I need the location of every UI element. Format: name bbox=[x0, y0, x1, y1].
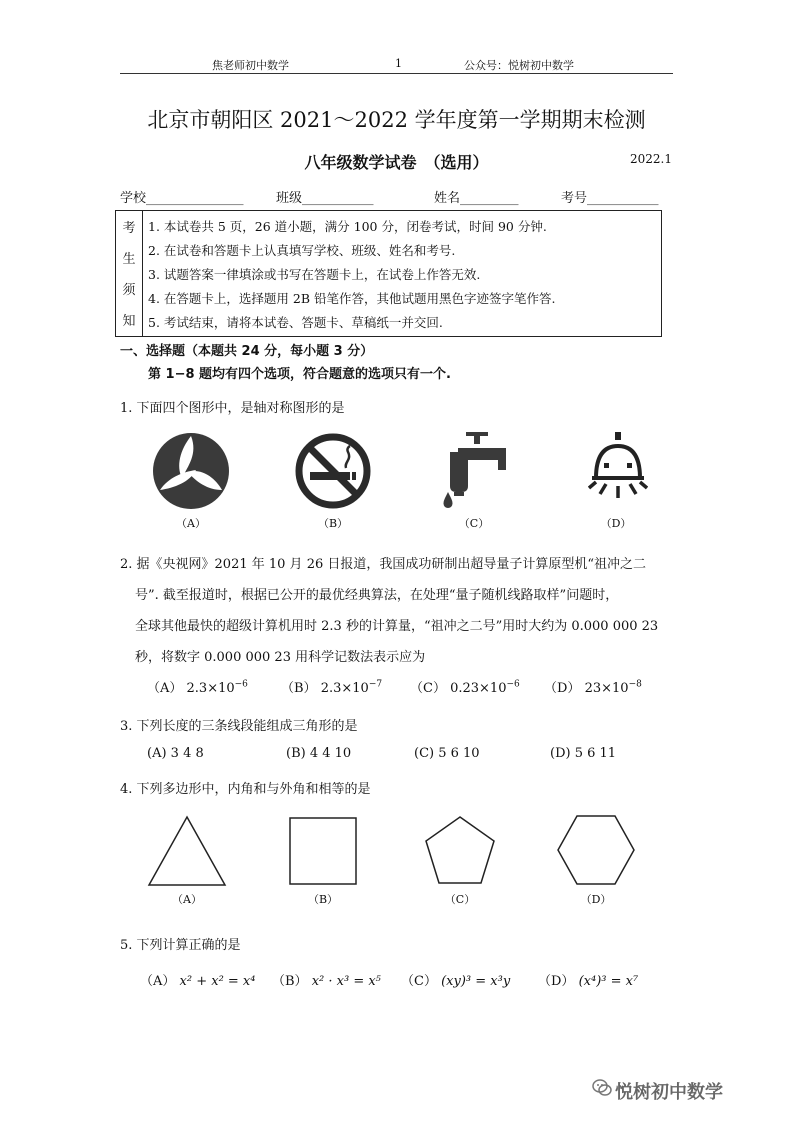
option-label: （C） bbox=[401, 974, 437, 989]
option-exponent: −7 bbox=[368, 679, 383, 690]
name-field: 姓名_________ bbox=[434, 191, 519, 206]
header-page-number: 1 bbox=[395, 57, 402, 70]
hexagon-shape bbox=[556, 814, 636, 886]
option-label: （A） bbox=[147, 681, 183, 696]
option-exponent: −8 bbox=[628, 679, 642, 690]
q1-option-label: （B） bbox=[317, 517, 349, 530]
question-5: 5. 下列计算正确的是 bbox=[120, 938, 241, 953]
q1-option-label: （C） bbox=[458, 517, 490, 530]
question-2-line: 秒，将数字 0.000 000 23 用科学记数法表示应为 bbox=[135, 650, 426, 665]
option-value: 23×10 bbox=[584, 681, 629, 696]
pentagon-shape bbox=[423, 814, 497, 886]
q3-option-c: (C) 5 6 10 bbox=[414, 746, 480, 761]
section-note: 第 1−8 题均有四个选项，符合题意的选项只有一个. bbox=[148, 367, 451, 382]
notice-box bbox=[115, 210, 662, 337]
q3-option-a: (A) 3 4 8 bbox=[147, 746, 204, 761]
tri-leaf-logo-icon bbox=[152, 432, 230, 510]
option-exponent: −6 bbox=[234, 679, 248, 690]
option-expression: x² · x³ = x⁵ bbox=[311, 974, 381, 989]
notice-side-char: 考 bbox=[122, 221, 136, 236]
page-title: 北京市朝阳区 2021～2022 学年度第一学期期末检测 bbox=[147, 108, 646, 132]
q3-option-d: (D) 5 6 11 bbox=[550, 746, 617, 761]
section-title: 一、选择题（本题共 24 分，每小题 3 分） bbox=[120, 344, 374, 359]
option-exponent: −6 bbox=[506, 679, 520, 690]
option-value: 0.23×10 bbox=[450, 681, 507, 696]
option-expression: x² + x² = x⁴ bbox=[179, 974, 256, 989]
notice-item: 3. 试题答案一律填涂或书写在答题卡上，在试卷上作答无效. bbox=[148, 267, 481, 282]
q3-option-b: (B) 4 4 10 bbox=[286, 746, 352, 761]
school-field: 学校_______________ bbox=[120, 191, 244, 206]
q1-option-label: （A） bbox=[176, 517, 206, 530]
q4-option-label: （B） bbox=[307, 893, 339, 906]
question-2-line: 号”. 截至报道时，根据已公开的最优经典算法，在处理“量子随机线路取样”问题时， bbox=[135, 588, 619, 603]
notice-side-char: 须 bbox=[122, 283, 136, 298]
q5-option-a bbox=[140, 970, 255, 989]
q2-option-b bbox=[281, 677, 382, 696]
q2-option-d bbox=[544, 677, 642, 696]
option-label: （D） bbox=[544, 681, 581, 696]
no-smoking-icon bbox=[294, 432, 372, 510]
option-label: （A） bbox=[140, 974, 176, 989]
question-3: 3. 下列长度的三条线段能组成三角形的是 bbox=[120, 719, 358, 734]
q5-option-d bbox=[538, 970, 638, 989]
option-label: （C） bbox=[410, 681, 446, 696]
q2-option-a bbox=[147, 677, 248, 696]
question-2-line: 2. 据《央视网》2021 年 10 月 26 日报道，我国成功研制出超导量子计算原型机“祖冲之二 bbox=[120, 557, 647, 572]
notice-item: 1. 本试卷共 5 页，26 道小题，满分 100 分，闭卷考试，时间 90 分钟. bbox=[148, 219, 547, 234]
exam-number-field: 考号___________ bbox=[561, 191, 659, 206]
option-label: （B） bbox=[272, 974, 308, 989]
ceiling-lamp-icon bbox=[588, 432, 648, 508]
question-1: 1. 下面四个图形中，是轴对称图形的是 bbox=[120, 401, 345, 416]
notice-side-char: 知 bbox=[122, 314, 136, 329]
wechat-icon bbox=[592, 1078, 612, 1098]
question-4: 4. 下列多边形中，内角和与外角和相等的是 bbox=[120, 782, 371, 797]
q4-option-label: （A） bbox=[172, 893, 202, 906]
exam-date: 2022.1 bbox=[630, 152, 672, 166]
notice-item: 2. 在试卷和答题卡上认真填写学校、班级、姓名和考号. bbox=[148, 243, 456, 258]
header-rule bbox=[120, 73, 673, 74]
q1-option-label: （D） bbox=[600, 517, 632, 530]
question-2-line: 全球其他最快的超级计算机用时 2.3 秒的计算量，“祖冲之二号”用时大约为 0.000 000 23 bbox=[135, 619, 659, 634]
faucet-icon bbox=[436, 430, 516, 510]
q4-option-label: （C） bbox=[444, 893, 476, 906]
option-value: 2.3×10 bbox=[320, 681, 369, 696]
class-field: 班级___________ bbox=[276, 191, 374, 206]
notice-item: 4. 在答题卡上，选择题用 2B 铅笔作答，其他试题用黑色字迹签字笔作答. bbox=[148, 291, 556, 306]
q4-option-label: （D） bbox=[580, 893, 612, 906]
option-label: （D） bbox=[538, 974, 575, 989]
page-subtitle: 八年级数学试卷 （选用） bbox=[304, 153, 489, 172]
notice-side-label bbox=[116, 211, 143, 336]
square-shape bbox=[288, 816, 358, 886]
q5-option-c bbox=[401, 970, 510, 989]
watermark-text: 悦树初中数学 bbox=[615, 1082, 723, 1103]
header-right: 公众号：悦树初中数学 bbox=[464, 59, 574, 72]
notice-item: 5. 考试结束，请将本试卷、答题卡、草稿纸一并交回. bbox=[148, 315, 443, 330]
header-left: 焦老师初中数学 bbox=[212, 59, 289, 72]
q2-option-c bbox=[410, 677, 520, 696]
option-expression: (xy)³ = x³y bbox=[441, 974, 511, 989]
notice-side-char: 生 bbox=[122, 252, 136, 267]
option-expression: (x⁴)³ = x⁷ bbox=[578, 974, 639, 989]
triangle-shape bbox=[146, 814, 228, 888]
option-label: （B） bbox=[281, 681, 317, 696]
option-value: 2.3×10 bbox=[186, 681, 235, 696]
q5-option-b bbox=[272, 970, 381, 989]
